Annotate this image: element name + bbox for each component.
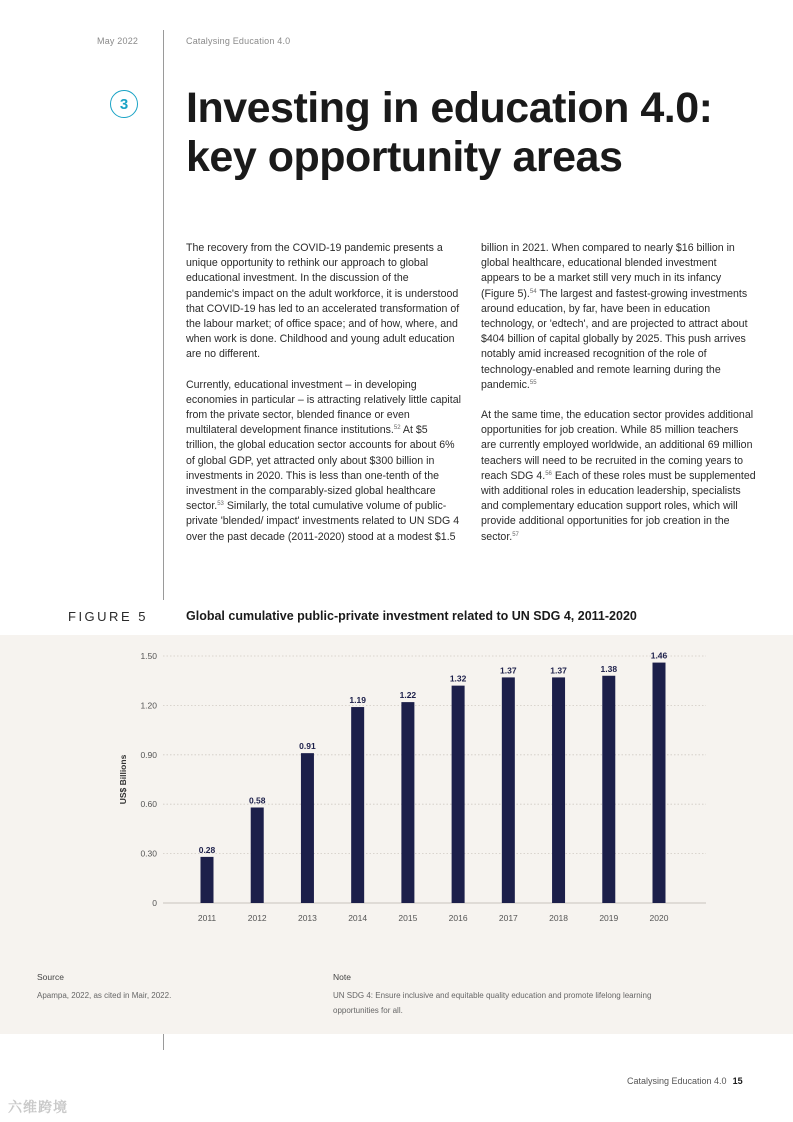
footnote-52: 52 bbox=[393, 425, 401, 432]
bar bbox=[552, 677, 565, 903]
y-tick-label: 1.50 bbox=[140, 651, 157, 661]
x-tick-label: 2019 bbox=[599, 913, 619, 923]
vertical-rule-bottom bbox=[163, 1034, 164, 1050]
header-publication: Catalysing Education 4.0 bbox=[186, 36, 291, 46]
footnote-53: 53 bbox=[217, 501, 224, 508]
bar-value-label: 1.38 bbox=[600, 663, 618, 674]
x-tick-label: 2020 bbox=[649, 913, 669, 923]
bar-value-label: 0.91 bbox=[299, 741, 316, 752]
header-date: May 2022 bbox=[97, 36, 139, 46]
footer-publication: Catalysing Education 4.0 bbox=[627, 1076, 727, 1086]
bar bbox=[201, 857, 214, 903]
y-tick-label: 0.90 bbox=[140, 749, 157, 760]
x-tick-label: 2012 bbox=[247, 913, 267, 923]
right-paragraph-2: At the same time, the education sector provides additional opportunities for job creation. While 85 million teachers are currently employed worldwide, an additional 69 million teachers will need to be recruited in the coming years to reach SDG 4.56 Each of these roles must be supplemented with additional roles in education leadership, specialists and complementary education support roles, which will provide additional opportunities for job creation in the sector.$^{57}$ bbox=[481, 409, 756, 543]
bar-value-label: 1.37 bbox=[550, 665, 567, 676]
y-tick-label: 0.30 bbox=[140, 848, 157, 859]
bar bbox=[602, 676, 615, 903]
x-tick-label: 2016 bbox=[448, 913, 468, 923]
left-paragraph-1: The recovery from the COVID-19 pandemic presents a unique opportunity to rethink our approach to global educational investment. In the discussion of the pandemic's impact on the adult workforce, it is understood that COVID-19 has led to an accelerated transformation of the labour market; of office space; and of how, where, and when work is done. Childhood and young adult education are no different. bbox=[186, 242, 460, 361]
figure-title: Global cumulative public-private investment related to UN SDG 4, 2011-2020 bbox=[186, 609, 637, 623]
x-tick-label: 2015 bbox=[398, 913, 418, 923]
x-tick-label: 2018 bbox=[549, 913, 569, 923]
y-axis-label: US$ Billions bbox=[118, 754, 128, 805]
figure-label: FIGURE 5 bbox=[68, 609, 148, 624]
bar bbox=[251, 807, 264, 903]
bar-value-label: 1.19 bbox=[349, 695, 366, 706]
footnote-57: 57 bbox=[512, 531, 519, 538]
bar bbox=[452, 686, 465, 903]
section-number-badge: 3 bbox=[110, 90, 138, 118]
bar bbox=[401, 702, 414, 903]
x-tick-label: 2017 bbox=[498, 913, 518, 923]
bar bbox=[502, 677, 515, 903]
x-tick-label: 2014 bbox=[348, 913, 368, 923]
bar bbox=[351, 707, 364, 903]
bar-value-label: 1.32 bbox=[449, 673, 467, 684]
bar-value-label: 0.58 bbox=[248, 795, 266, 806]
right-paragraph-1: billion in 2021. When compared to nearly $16 billion in global healthcare, educational blended investment appears to be a market still very much in its infancy (Figure 5).$^{54}$ The largest and fastest-growing investments around education, by far, have been in education technology, or 'edtech', and are projected to attract about $404 billion of capital globally by 2025. This push arrives notably amid increased recognition of the role of technology-enabled and remote learning during the pandemic.$^{55}$ bbox=[481, 242, 748, 391]
source-text: Apampa, 2022, as cited in Mair, 2022. bbox=[37, 991, 172, 1000]
bar-value-label: 1.37 bbox=[500, 665, 517, 676]
footnote-56: 56 bbox=[545, 470, 552, 477]
bar-chart bbox=[0, 635, 793, 965]
x-tick-label: 2013 bbox=[297, 913, 317, 923]
title-line-2: key opportunity areas bbox=[186, 133, 623, 181]
watermark-logo: 六维跨境 bbox=[8, 1099, 68, 1115]
x-tick-label: 2011 bbox=[197, 913, 217, 923]
footnote-55: 55 bbox=[529, 379, 537, 386]
page-footer bbox=[627, 1076, 743, 1086]
body-right-column bbox=[481, 241, 756, 560]
note-text: UN SDG 4: Ensure inclusive and equitable quality education and promote lifelong learning opportunities for all. bbox=[333, 991, 652, 1015]
note-heading: Note bbox=[333, 972, 351, 982]
body-left-column bbox=[186, 241, 461, 560]
bar-value-label: 1.46 bbox=[650, 650, 668, 661]
bar bbox=[653, 663, 666, 903]
y-tick-label: 0.60 bbox=[140, 799, 157, 810]
footnote-54: 54 bbox=[529, 288, 537, 295]
bar bbox=[301, 753, 314, 903]
page-number: 15 bbox=[732, 1076, 743, 1086]
y-tick-label: 1.20 bbox=[140, 700, 157, 711]
left-paragraph-2: Currently, educational investment – in developing economies in particular – is attracting relatively little capital from the private sector, blended finance or even multilateral development finance institutions.$^{52}$ At $5 trillion, the global education sector accounts for about 6% of global GDP, yet attracted only about $300 billion in investments in 2020. This is less than one-tenth of the investment in the comparably-sized global healthcare sector.$^{53}$ Similarly, the total cumulative volume of public-private 'blended/ impact' investments related to UN SDG 4 over the past decade (2011-2020) stood at a modest $1.5 bbox=[186, 378, 461, 543]
vertical-rule-top bbox=[163, 30, 164, 600]
title-line-1: Investing in education 4.0: bbox=[186, 84, 713, 132]
page-title bbox=[186, 84, 766, 182]
y-tick-label: 0 bbox=[152, 898, 157, 908]
bar-value-label: 1.22 bbox=[399, 690, 417, 701]
source-heading: Source bbox=[37, 972, 64, 982]
bar-value-label: 0.28 bbox=[198, 844, 216, 855]
